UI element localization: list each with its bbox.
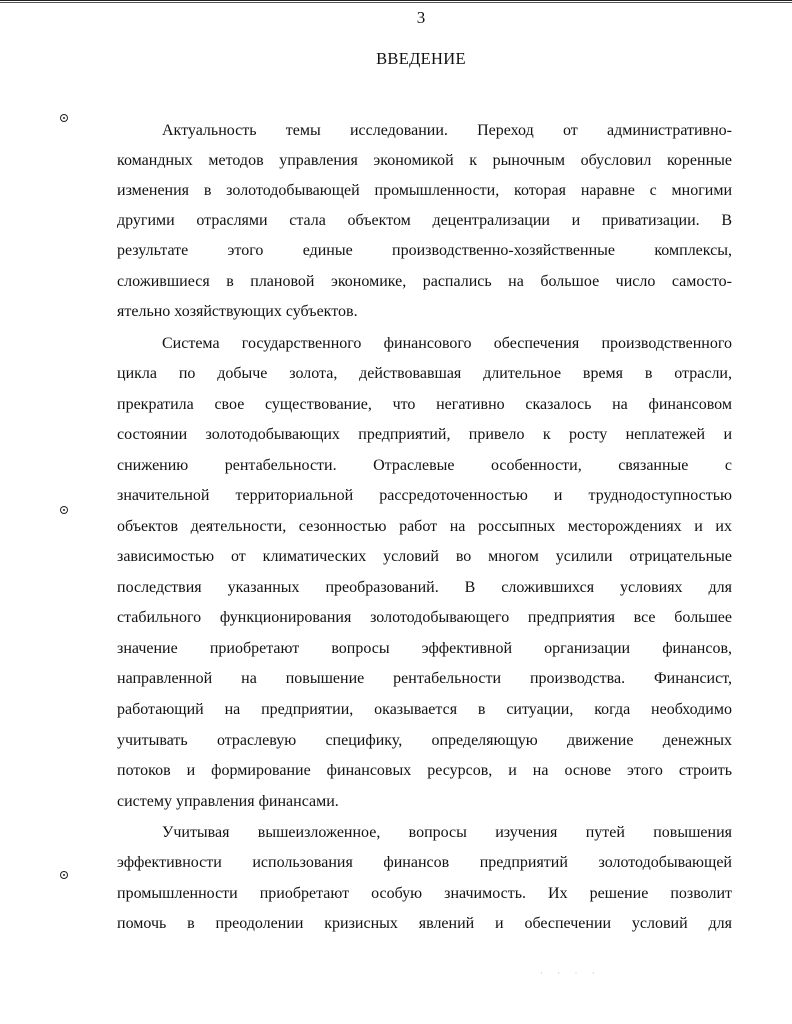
text-line: систему управления финансами. <box>117 793 339 810</box>
text-line: эффективности использования финансов предприятий золотодобывающей <box>117 854 732 871</box>
text-line: цикла по добыче золота, действовавшая длительное время в отрасли, <box>117 365 732 382</box>
text-line: потоков и формирование финансовых ресурсов, и на основе этого строить <box>117 762 732 779</box>
text-line: Учитывая вышеизложенное, вопросы изучения путей повышения <box>162 824 732 841</box>
binder-hole-mark-icon <box>60 114 68 122</box>
text-line: значительной территориальной рассредоточенностью и труднодоступностью <box>117 487 732 504</box>
top-border-rule <box>0 0 792 3</box>
text-line: состоянии золотодобывающих предприятий, привело к росту неплатежей и <box>117 426 732 443</box>
text-line: Система государственного финансового обеспечения производственного <box>162 335 732 352</box>
text-line: помочь в преодолении кризисных явлений и обеспечении условий для <box>117 915 732 932</box>
page-number: 3 <box>416 8 426 27</box>
text-line: снижению рентабельности. Отраслевые особенности, связанные с <box>117 457 732 474</box>
text-line: значение приобретают вопросы эффективной организации финансов, <box>117 640 732 657</box>
text-line: другими отраслями стала объектом децентрализации и приватизации. В <box>117 212 732 229</box>
text-line: стабильного функционирования золотодобывающего предприятия все большее <box>117 609 732 626</box>
text-line: Актуальность темы исследовании. Переход от административно- <box>162 122 732 139</box>
text-line: учитывать отраслевую специфику, определяющую движение денежных <box>117 732 732 749</box>
binder-hole-mark-icon <box>60 871 68 879</box>
text-line: направленной на повышение рентабельности производства. Финансист, <box>117 670 732 687</box>
text-line: зависимостью от климатических условий во многом усилили отрицательные <box>117 548 732 565</box>
scan-smudge: · · · · <box>540 968 601 978</box>
text-line: результате этого единые производственно-хозяйственные комплексы, <box>117 242 732 259</box>
text-line: сложившиеся в плановой экономике, распались на большое число самосто- <box>117 273 732 290</box>
text-line: командных методов управления экономикой к рыночным обусловил коренные <box>117 152 732 169</box>
text-line: последствия указанных преобразований. В сложившихся условиях для <box>117 579 732 596</box>
binder-hole-mark-icon <box>60 506 68 514</box>
section-heading: ВВЕДЕНИЕ <box>376 49 466 68</box>
text-line: работающий на предприятии, оказывается в ситуации, когда необходимо <box>117 701 732 718</box>
text-line: промышленности приобретают особую значимость. Их решение позволит <box>117 885 732 902</box>
text-line: объектов деятельности, сезонностью работ на россыпных месторождениях и их <box>117 518 732 535</box>
text-line: прекратила свое существование, что негативно сказалось на финансовом <box>117 396 732 413</box>
text-line: ятельно хозяйствующих субъектов. <box>117 303 358 320</box>
text-line: изменения в золотодобывающей промышленности, которая наравне с многими <box>117 182 732 199</box>
